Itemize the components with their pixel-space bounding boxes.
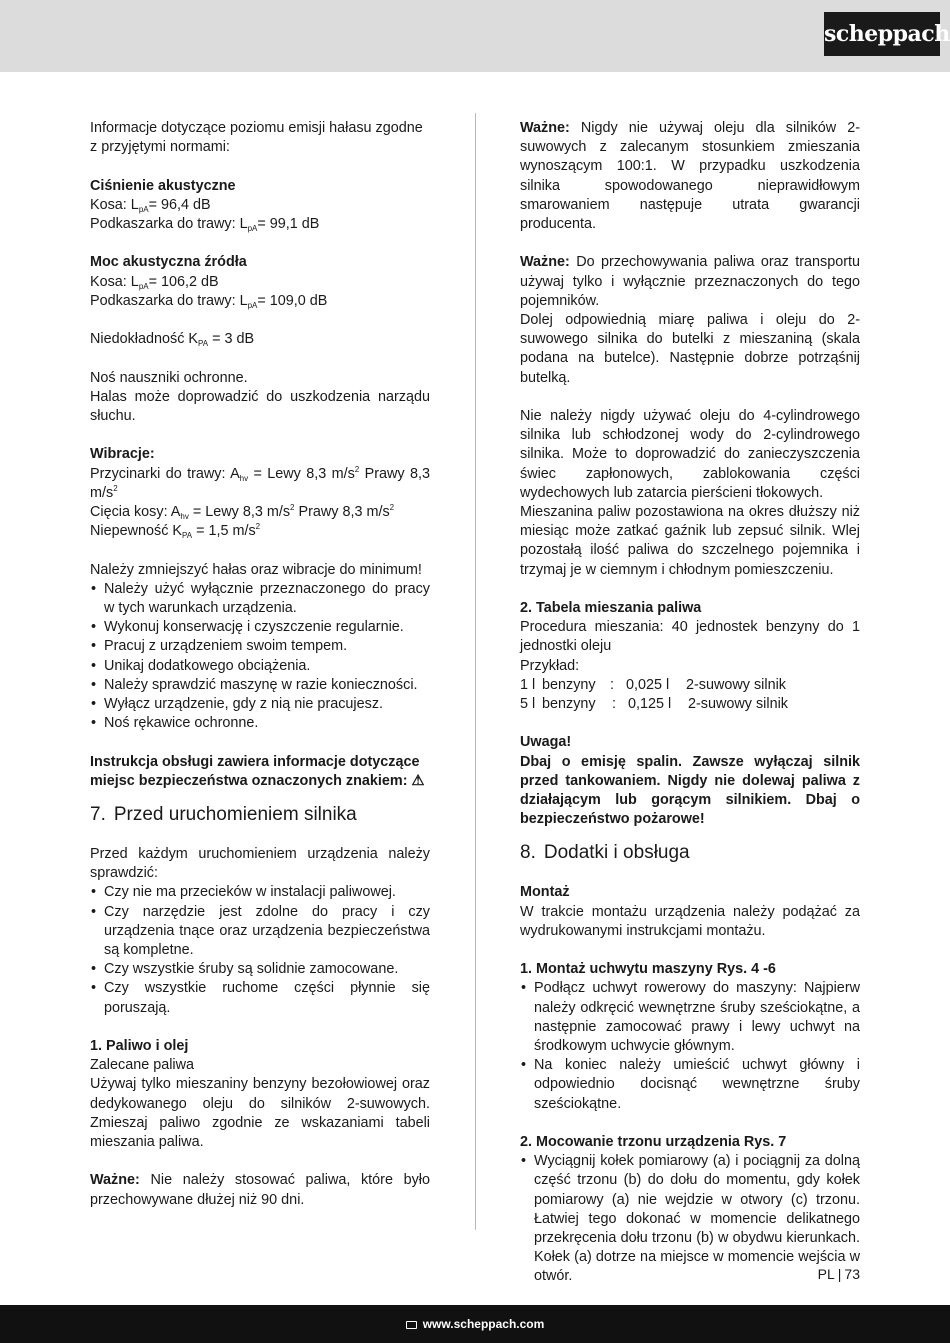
left-column bbox=[90, 119, 430, 1210]
list-item: • Pracuj z urządzeniem swoim tempem. bbox=[90, 637, 430, 656]
reduce-list bbox=[90, 580, 430, 734]
mount-heading: Montaż bbox=[520, 884, 570, 901]
sound-pressure-heading: Ciśnienie akustyczne bbox=[90, 177, 236, 194]
footer-website-link[interactable]: www.scheppach.com bbox=[422, 1317, 545, 1331]
header-bar bbox=[0, 0, 950, 72]
warning-title: Uwaga! bbox=[520, 734, 572, 751]
vibration-uncertainty: Niepewność $K_{PA} = 1,5$ $m/s^2$ bbox=[90, 522, 261, 541]
mixing-instructions: Dolej odpowiednią miarę paliwa i oleju do 2-suwowego silnika do butelki z mieszaniną (skala podana na butelce). Następnie dobrze potrząśnij butelką. bbox=[520, 312, 860, 386]
list-item: • Noś rękawice ochronne. bbox=[90, 714, 430, 733]
sound-power-trimmer: Podkaszarka do trawy: $L_{pA}= 109,0$ dB bbox=[90, 292, 328, 310]
noise-intro: Informacje dotyczące poziomu emisji hałasu zgodne z przyjętymi normami: bbox=[90, 120, 423, 156]
sound-pressure-kosa: Kosa: $L_{pA}= 96,4$ dB bbox=[90, 196, 211, 214]
reduce-heading: Należy zmniejszyć hałas oraz wibracje do minimum! bbox=[90, 561, 422, 578]
mix-example-label: Przykład: bbox=[520, 657, 580, 674]
ear-protection: Noś nauszniki ochronne. bbox=[90, 369, 248, 386]
vibration-trimmer: Przycinarki do trawy: $A_{hv}$ = Lewy 8,3 $m/s^2$ Prawy 8,3 $m/s^2$ bbox=[90, 464, 430, 501]
list-item: • Należy sprawdzić maszynę w razie konieczności. bbox=[90, 676, 430, 695]
vibration-heading: Wibracje: bbox=[90, 446, 155, 463]
page-number: PL | 73 bbox=[817, 1266, 860, 1282]
monitor-icon bbox=[406, 1321, 417, 1329]
list-item: • Czy narzędzie jest zdolne do pracy i czy urządzenia tnące oraz urządzenia bezpieczeństwa są kompletne. bbox=[90, 903, 430, 961]
sound-power-kosa: Kosa: $L_{pA}= 106,2$ dB bbox=[90, 273, 219, 291]
right-column bbox=[520, 119, 860, 1287]
manual-safety-note: Instrukcja obsługi zawiera informacje dotyczące miejsc bezpieczeństwa oznaczonych znakiem: ⚠ bbox=[90, 753, 425, 789]
footer-bar bbox=[0, 1305, 950, 1343]
s7-checklist bbox=[90, 883, 430, 1017]
brand-logo: scheppach bbox=[824, 12, 940, 56]
mix-table-heading: 2. Tabela mieszania paliwa bbox=[520, 600, 702, 617]
s7-intro: Przed każdym uruchomieniem urządzenia należy sprawdzić: bbox=[90, 846, 430, 882]
section-8-heading: 8. Dodatki i obsługa bbox=[520, 842, 690, 864]
handle-mount-list bbox=[520, 979, 860, 1113]
list-item: • Podłącz uchwyt rowerowy do maszyny: Najpierw należy odkręcić wewnętrzne śruby sześciokątne, a następnie zamocować prawy i lewy uchwyt na środkowym uchwycie głównym. bbox=[520, 979, 860, 1056]
fuel-text: Używaj tylko mieszaniny benzyny bezołowiowej oraz dedykowanego oleju do silników 2-suwowych. Zmieszaj paliwo zgodnie ze wskazaniami tabeli mieszania paliwa. bbox=[90, 1076, 430, 1151]
sound-pressure-trimmer: Podkaszarka do trawy: $L_{pA}= 99,1$ dB bbox=[90, 216, 320, 233]
section-7-heading: 7. Przed uruchomieniem silnika bbox=[90, 804, 357, 825]
handle-mount-heading: 1. Montaż uchwytu maszyny Rys. 4 -6 bbox=[520, 961, 776, 978]
vibration-scythe: Cięcia kosy: $A_{hv}$ = Lewy 8,3 $m/s^2$ Prawy 8,3 $m/s^2$ bbox=[90, 502, 395, 521]
mix-row: 1 l benzyny : 0,025 l 2-suwowy silnik bbox=[520, 676, 786, 693]
list-item: • Unikaj dodatkowego obciążenia. bbox=[90, 657, 430, 676]
fuel-subheading: Zalecane paliwa bbox=[90, 1057, 194, 1074]
uncertainty: Niedokładność $K_{PA} = 3$ dB bbox=[90, 331, 255, 349]
oil-important-note: Ważne: Nigdy nie używaj oleju dla silników 2-suwowych z zalecanym stosunkiem zmieszania wynoszącym 100:1. W przypadku uszkodzenia silnika spowodowanego nieprawidłowym smarowaniem następuje utrata gwarancji producenta. bbox=[520, 120, 860, 233]
mix-procedure: Procedura mieszania: 40 jednostek benzyny do 1 jednostki oleju bbox=[520, 619, 860, 655]
list-item: • Wyciągnij kołek pomiarowy (a) i pociągnij za dolną część trzonu (b) do dołu do momentu, gdy kołek pomiarowy (a) nie wejdzie w otwory (c) trzonu. Łatwiej tego dokonać w momencie delikatnego przekręcenia dołu trzonu (b) w obydwu kierunkach. Kołek (a) dotrze na miejsce w momencie wejścia w otwór. bbox=[520, 1152, 860, 1286]
fuel-heading: 1. Paliwo i olej bbox=[90, 1038, 189, 1055]
mount-text: W trakcie montażu urządzenia należy podążać za wydrukowanymi instrukcjami montażu. bbox=[520, 903, 860, 939]
list-item: • Należy użyć wyłącznie przeznaczonego do pracy w tych warunkach urządzenia. bbox=[90, 580, 430, 618]
list-item: • Wyłącz urządzenie, gdy z nią nie pracujesz. bbox=[90, 695, 430, 714]
oil-warning: Nie należy nigdy używać oleju do 4-cylindrowego silnika lub schłodzonej wody do 2-cylindrowego silnika. Może to doprowadzić do zanieczyszczenia świec zapłonowych, zablokowania części wydechowych lub zatarcia pierścieni tłokowych. bbox=[520, 408, 860, 501]
fuel-important-note: Ważne: Nie należy stosować paliwa, które było przechowywane dłużej niż 90 dni. bbox=[90, 1172, 430, 1208]
column-divider bbox=[475, 113, 476, 1230]
hearing-damage-note: Halas może doprowadzić do uszkodzenia narządu słuchu. bbox=[90, 388, 430, 424]
mix-row: 5 l benzyny : 0,125 l 2-suwowy silnik bbox=[520, 696, 788, 713]
list-item: • Czy nie ma przecieków w instalacji paliwowej. bbox=[90, 883, 430, 902]
list-item: • Wykonuj konserwację i czyszczenie regularnie. bbox=[90, 618, 430, 637]
shaft-mount-heading: 2. Mocowanie trzonu urządzenia Rys. 7 bbox=[520, 1134, 787, 1151]
sound-power-heading: Moc akustyczna źródła bbox=[90, 254, 247, 271]
list-item: • Czy wszystkie śruby są solidnie zamocowane. bbox=[90, 960, 430, 979]
mixture-storage: Mieszanina paliw pozostawiona na okres dłuższy niż miesiąc może zatkać gaźnik lub zepsuć silnik. Wlej pozostałą ilość paliwa do szczelnego pojemnika i trzymaj je w ciemnym i chłodnym pomieszczeniu. bbox=[520, 504, 860, 578]
warning-text: Dbaj o emisję spalin. Zawsze wyłączaj silnik przed tankowaniem. Nigdy nie dolewaj paliwa z działającym lub gorącym silnikiem. Dbaj o bezpieczeństwo pożarowe! bbox=[520, 753, 860, 828]
list-item: • Na koniec należy umieścić uchwyt główny i odpowiednio docisnąć wewnętrzne śruby sześciokątne. bbox=[520, 1056, 860, 1114]
storage-important-note: Ważne: Do przechowywania paliwa oraz transportu używaj tylko i wyłącznie przeznaczonych do tego pojemników. bbox=[520, 254, 860, 309]
list-item: • Czy wszystkie ruchome części płynnie się poruszają. bbox=[90, 979, 430, 1017]
